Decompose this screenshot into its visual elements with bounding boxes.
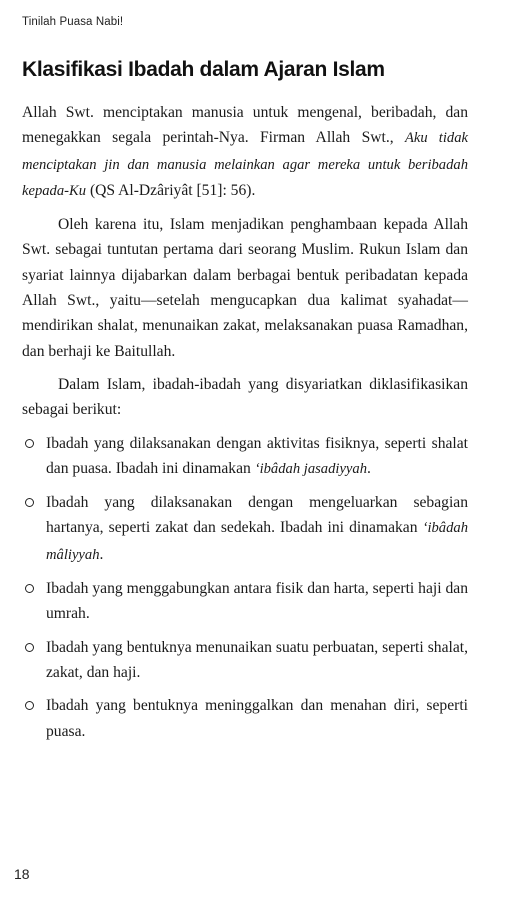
section-title: Klasifikasi Ibadah dalam Ajaran Islam (22, 58, 385, 81)
list-item (22, 576, 468, 627)
list-item-term: ‘ibâdah jasadiyyah (254, 460, 367, 477)
list-item (22, 693, 468, 744)
circle-bullet-icon (25, 701, 34, 710)
list-item-text: Ibadah yang bentuknya meninggalkan dan menahan diri, seperti puasa. (46, 697, 468, 740)
page-number: 18 (14, 866, 30, 882)
circle-bullet-icon (25, 439, 34, 448)
circle-bullet-icon (25, 584, 34, 593)
running-head: Tinilah Puasa Nabi! (22, 16, 124, 28)
quran-quote: Aku tidak menciptakan jin dan manusia melainkan agar mereka untuk beribadah kepada-Ku (22, 130, 468, 199)
paragraph-1 (22, 100, 468, 204)
ibadah-classification-list (22, 431, 468, 744)
list-item (22, 431, 468, 483)
list-item (22, 490, 468, 568)
paragraph-1-text: Allah Swt. menciptakan manusia untuk mengenal, beribadah, dan menegakkan segala perintah-Nya. Firman Allah Swt., (22, 104, 468, 147)
quran-citation: (QS Al-Dzâriyât [51]: 56). (86, 181, 256, 199)
list-item-text: Ibadah yang bentuknya menunaikan suatu perbuatan, seperti shalat, zakat, dan haji. (46, 638, 468, 681)
list-item-end: . (99, 545, 104, 563)
circle-bullet-icon (25, 498, 34, 507)
list-item-text: Ibadah yang dilaksanakan dengan aktivitas fisiknya, seperti shalat dan puasa. Ibadah ini dinamakan (46, 434, 468, 477)
list-item-end: . (367, 459, 371, 477)
list-item-term: ‘ibâdah mâliyyah (46, 520, 468, 563)
list-item (22, 635, 468, 686)
body-text (22, 100, 468, 744)
paragraph-2: Oleh karena itu, Islam menjadikan penghambaan kepada Allah Swt. sebagai tuntutan pertama dari seorang Muslim. Rukun Islam dan syariat lainnya dijabarkan dalam berbagai bentuk peribadatan kepada Allah Swt., yaitu—setelah mengucapkan dua kalimat syahadat—mendirikan shalat, menunaikan zakat, melaksanakan puasa Ramadhan, dan berhaji ke Baitullah. (22, 216, 468, 360)
paragraph-3: Dalam Islam, ibadah-ibadah yang disyariatkan diklasifikasikan sebagai berikut: (22, 375, 468, 419)
list-item-text: Ibadah yang dilaksanakan dengan mengeluarkan sebagian hartanya, seperti zakat dan sedekah. Ibadah ini dinamakan (46, 494, 468, 537)
circle-bullet-icon (25, 643, 34, 652)
list-item-text: Ibadah yang menggabungkan antara fisik dan harta, seperti haji dan umrah. (46, 580, 468, 623)
